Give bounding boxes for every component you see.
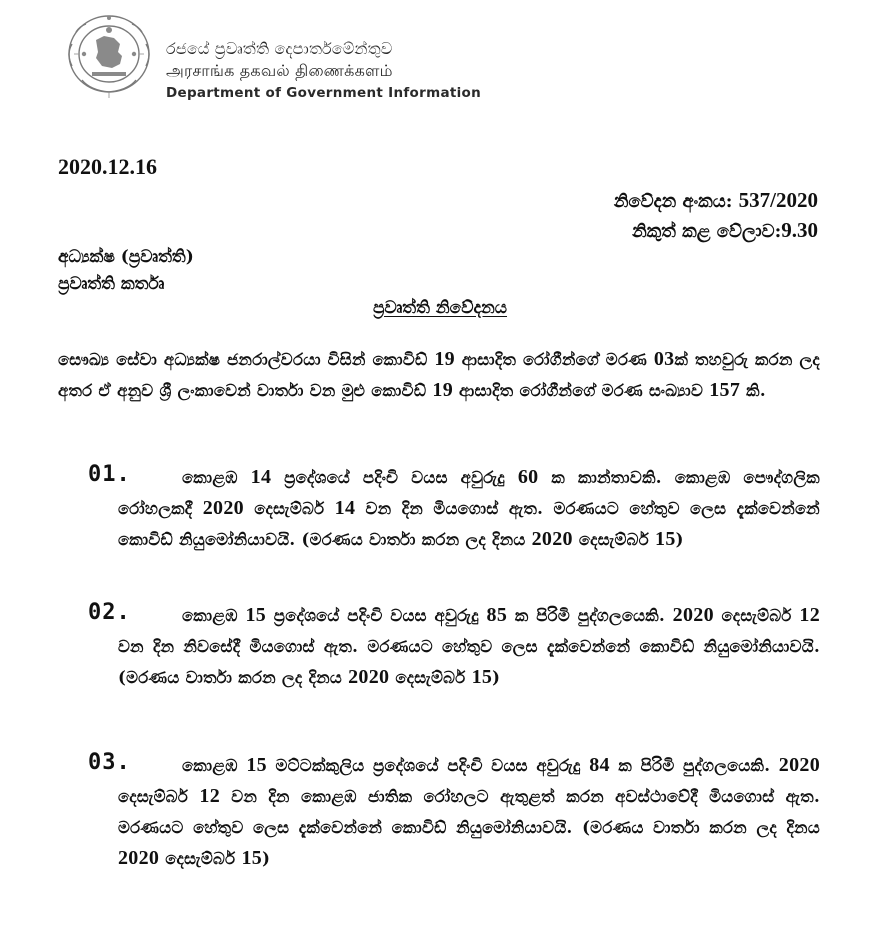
department-name-tamil: அரசாங்க தகவல் திணைக்களம் <box>166 61 393 80</box>
release-date: 2020.12.16 <box>58 154 157 179</box>
item-text: කොළඹ 14 ප්‍රදේශයේ පදිංචි වයස අවුරුදු 60 ක කාන්තාවකි. කොළඹ පෞද්ගලික රෝහලකදී 2020 දෙසැම්බර් 14 වන දින මියගොස් ඇත. මරණයට හේතුව ලෙස දැක්වෙන්නේ කොවිඩ් නියුමෝනියාවයි. (මරණය වාර්තා කරන ලද දිනය 2020 දෙසැම්බර් 15) <box>118 466 820 550</box>
item-text: කොළඹ 15 ප්‍රදේශයේ පදිංචි වයස අවුරුදු 85 ක පිරිමි පුද්ගලයෙකි. 2020 දෙසැම්බර් 12 වන දින නිවසේදී මියගොස් ඇත. මරණයට හේතුව ලෙස දැක්වෙන්නේ කොවිඩ් නියුමෝනියාවයි. (මරණය වාර්තා කරන ලද දිනය 2020 දෙසැම්බර් 15) <box>118 604 820 688</box>
list-item <box>88 750 820 874</box>
item-number: 03. <box>88 750 131 775</box>
list-item <box>88 462 820 555</box>
department-name-english: Department of Government Information <box>166 85 482 101</box>
release-number: 537/2020 <box>738 188 818 212</box>
addressee-news-editor: ප්‍රවෘත්ති කර්තෘ <box>58 274 165 294</box>
letterhead <box>62 10 482 110</box>
addressees <box>58 244 194 298</box>
item-text: කොළඹ 15 මට්ටක්කුලිය ප්‍රදේශයේ පදිංචි වයස අවුරුදු 84 ක පිරිමි පුද්ගලයෙකි. 2020 දෙසැම්බර් 12 වන දින කොළඹ ජාතික රෝහලට ඇතුළත් කරන අවස්ථාවේදී මියගොස් ඇත. මරණයට හේතුව ලෙස දැක්වෙන්නේ කොවිඩ් නියුමෝනියාවයි. (මරණය වාර්තා කරන ලද දිනය 2020 දෙසැම්බර් 15) <box>118 754 820 869</box>
item-number: 02. <box>88 600 131 625</box>
release-time-line <box>614 216 818 246</box>
release-time: 9.30 <box>781 218 818 242</box>
list-item <box>88 600 820 693</box>
item-number: 01. <box>88 462 131 487</box>
department-name <box>166 38 481 104</box>
release-number-label: නිවේදන අංකය: <box>613 191 733 212</box>
page-title: ප්‍රවෘත්ති නිවේදනය <box>372 298 508 318</box>
release-reference <box>614 186 818 246</box>
intro-paragraph: සෞඛ්‍ය සේවා අධ්‍යක්ෂ ජනරාල්වරයා විසින් කොවිඩ් 19 ආසාදිත රෝගීන්ගේ මරණ 03ක් තහවුරු කරන ලද අතර ඒ අනුව ශ්‍රී ලංකාවෙන් වාර්තා වන මුළු කොවිඩ් 19 ආසාදිත රෝගීන්ගේ මරණ සංඛ්‍යාව 157 කි. <box>58 348 820 401</box>
release-number-line <box>614 186 818 216</box>
addressee-director-news: අධ්‍යක්ෂ (ප්‍රවෘත්ති) <box>58 247 194 267</box>
sri-lanka-emblem-icon <box>62 10 156 102</box>
release-time-label: නිකුත් කළ වේලාව: <box>632 221 782 242</box>
department-name-sinhala: රජයේ ප්‍රවෘත්ති දෙපාර්තමේන්තුව <box>166 39 393 58</box>
